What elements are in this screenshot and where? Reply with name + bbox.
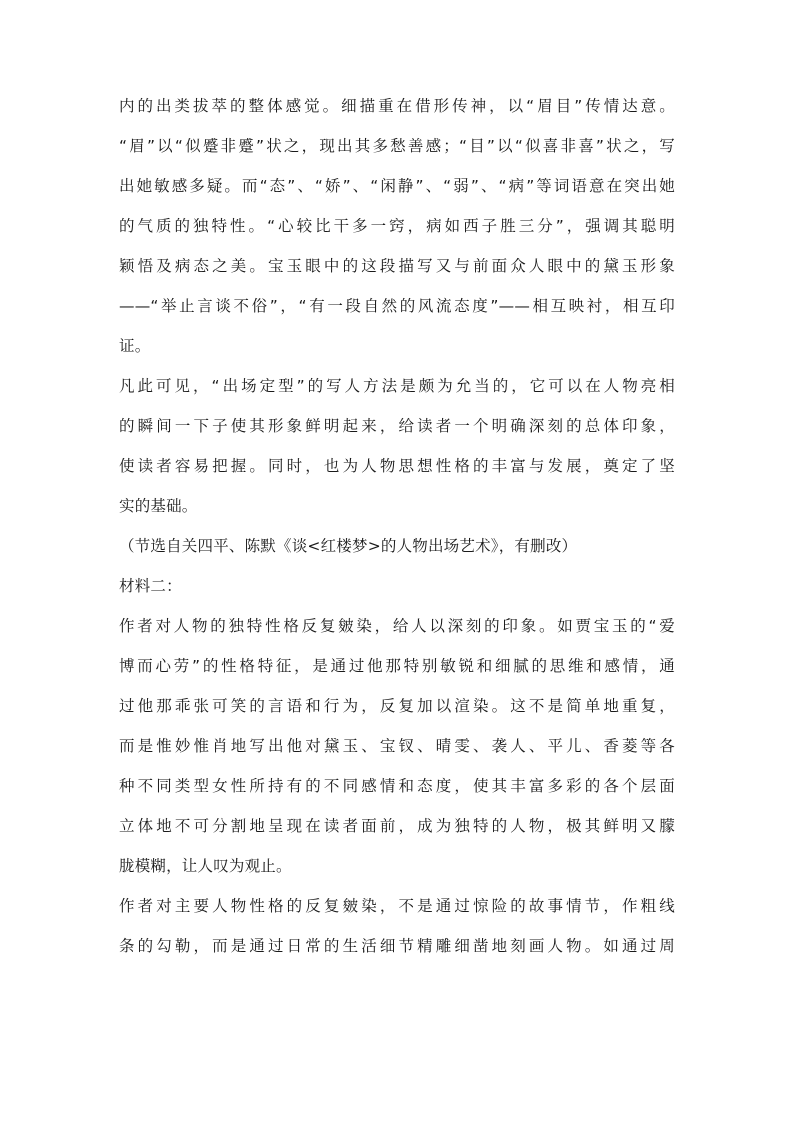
text-line: 使读者容易把握。同时，也为人物思想性格的丰富与发展，奠定了坚 (119, 457, 675, 475)
text-line: 的瞬间一下子使其形象鲜明起来，给读者一个明确深刻的总体印象， (119, 417, 675, 435)
text-line: 过他那乖张可笑的言语和行为，反复加以渲染。这不是简单地重复， (119, 697, 675, 715)
text-line: ——“举止言谈不俗”，“有一段自然的风流态度”——相互映衬，相互印 (119, 297, 675, 315)
text-line: “眉”以“似蹙非蹙”状之，现出其多愁善感；“目”以“似喜非喜”状之，写 (119, 137, 675, 155)
text-line: 博而心劳”的性格特征，是通过他那特别敏锐和细腻的思维和感情，通 (119, 657, 675, 675)
text-line: 而是惟妙惟肖地写出他对黛玉、宝钗、晴雯、袭人、平儿、香菱等各 (119, 737, 675, 755)
text-line: 种不同类型女性所持有的不同感情和态度，使其丰富多彩的各个层面 (119, 777, 675, 795)
text-line: 凡此可见，“出场定型”的写人方法是颇为允当的，它可以在人物亮相 (119, 377, 675, 395)
text-line: 作者对主要人物性格的反复皴染，不是通过惊险的故事情节，作粗线 (119, 897, 675, 915)
text-line: 作者对人物的独特性格反复皴染，给人以深刻的印象。如贾宝玉的“爱 (119, 617, 675, 635)
text-line: 实的基础。 (119, 497, 198, 515)
text-line: 颖悟及病态之美。宝玉眼中的这段描写又与前面众人眼中的黛玉形象 (119, 257, 675, 275)
section-heading: 材料二： (119, 577, 182, 595)
source-citation: （节选自关四平、陈默《谈<红楼梦>的人物出场艺术》，有删改） (119, 537, 578, 555)
text-line: 出她敏感多疑。而“态”、“娇”、“闲静”、“弱”、“病”等词语意在突出她 (119, 177, 675, 195)
text-line: 证。 (119, 337, 151, 355)
text-line: 胧模糊，让人叹为观止。 (119, 857, 292, 875)
text-line: 内的出类拔萃的整体感觉。细描重在借形传神，以“眉目”传情达意。 (119, 97, 675, 115)
text-line: 立体地不可分割地呈现在读者面前，成为独特的人物，极其鲜明又朦 (119, 817, 675, 835)
text-line: 条的勾勒，而是通过日常的生活细节精雕细凿地刻画人物。如通过周 (119, 937, 675, 955)
text-line: 的气质的独特性。“心较比干多一窍，病如西子胜三分”，强调其聪明 (119, 217, 675, 235)
